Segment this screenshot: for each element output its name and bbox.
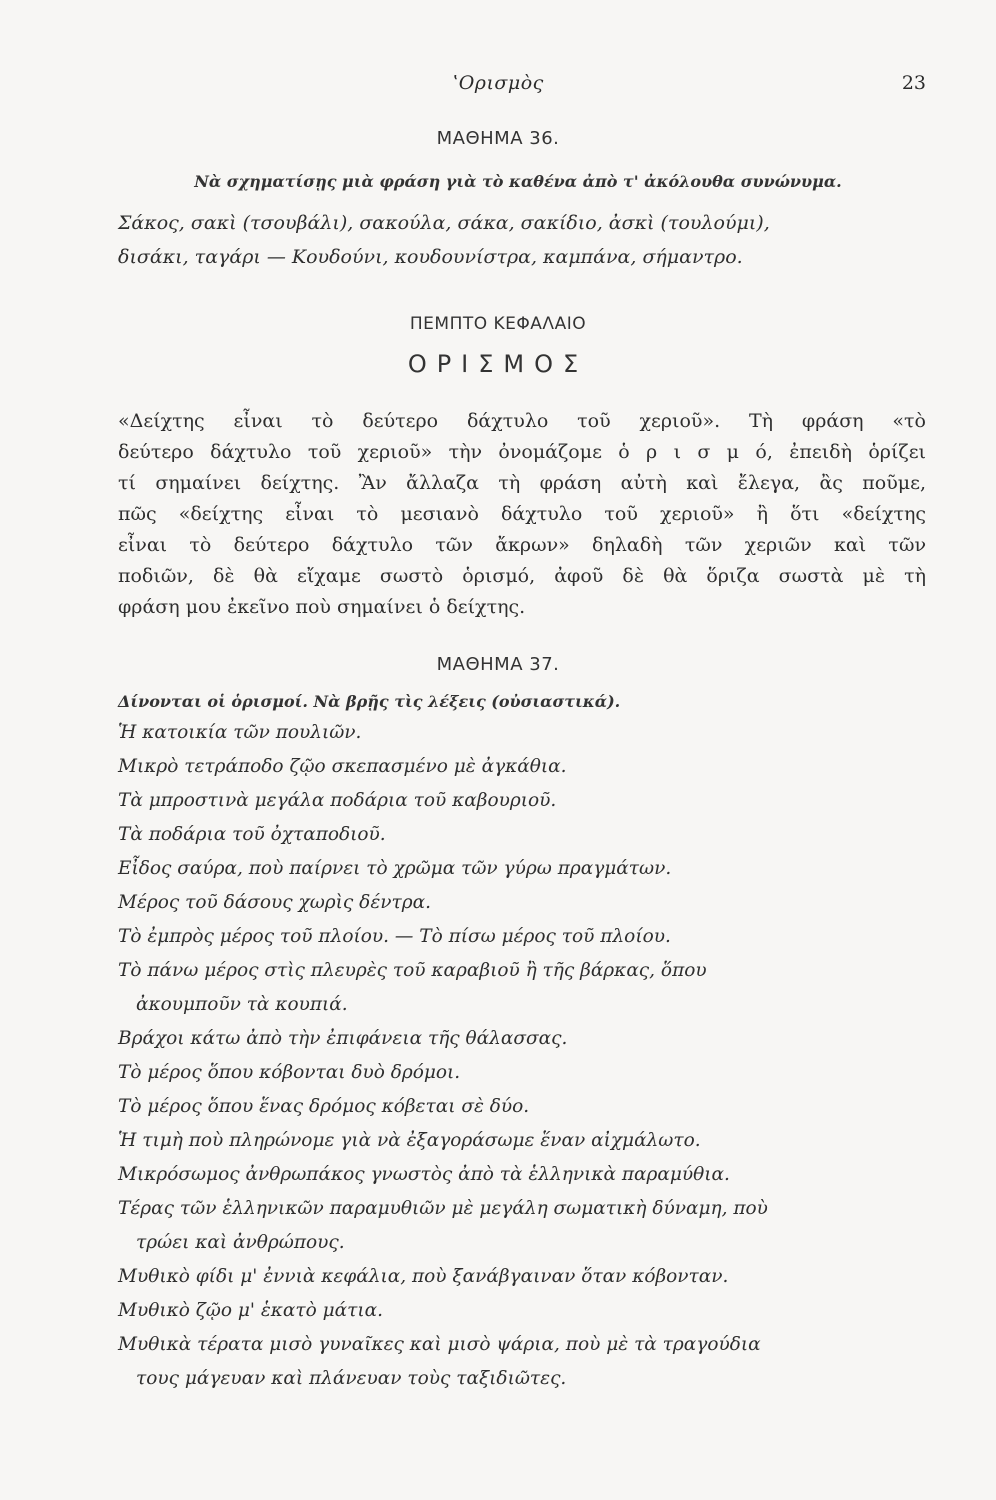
list-item: Ἡ κατοικία τῶν πουλιῶν. [118,722,362,743]
list-item-continuation: τρώει καὶ ἀνθρώπους. [136,1232,345,1253]
chapter-label: ΠΕΜΠΤΟ ΚΕΦΑΛΑΙΟ [409,314,587,334]
list-item: Τέρας τῶν ἑλληνικῶν παραμυθιῶν μὲ μεγάλη σωματικὴ δύναμη, ποὺ [118,1198,768,1219]
list-item: Τὰ μπροστινὰ μεγάλα ποδάρια τοῦ καβουριοῦ. [118,790,557,811]
list-item: Ἡ τιμὴ ποὺ πληρώνομε γιὰ νὰ ἐξαγοράσωμε ἕναν αἰχμάλωτο. [118,1130,701,1151]
list-item: Μυθικὸ ζῷο μ' ἑκατὸ μάτια. [118,1300,384,1321]
definitions-list [118,716,930,1396]
paragraph-line: «Δείχτης εἶναι τὸ δεύτερο δάχτυλο τοῦ χεριοῦ». Τὴ φράση «τὸ [118,410,926,432]
list-item: Μυθικὸ φίδι μ' ἐννιὰ κεφάλια, ποὺ ξανάβγαιναν ὅταν κόβονταν. [118,1266,729,1287]
list-item: Μικρὸ τετράποδο ζῷο σκεπασμένο μὲ ἀγκάθια. [118,756,567,777]
list-item: Βράχοι κάτω ἀπὸ τὴν ἐπιφάνεια τῆς θάλασσας. [118,1028,568,1049]
lesson-37-title: ΜΑΘΗΜΑ 37. [436,654,560,675]
list-item: Τὸ πάνω μέρος στὶς πλευρὲς τοῦ καραβιοῦ ἢ τῆς βάρκας, ὅπου [118,960,707,981]
lesson-36-words-line-1: Σάκος, σακὶ (τσουβάλι), σακούλα, σάκα, σακίδιο, ἀσκὶ (τουλούμι), [118,212,770,234]
paragraph-line: πῶς «δείχτης εἶναι τὸ μεσιανὸ δάχτυλο τοῦ χεριοῦ» ἢ ὅτι «δείχτης [118,503,926,525]
list-item: Τὸ ἐμπρὸς μέρος τοῦ πλοίου. — Τὸ πίσω μέρος τοῦ πλοίου. [118,926,671,947]
chapter-title: ΟΡΙΣΜΟΣ [407,350,589,378]
definition-paragraph [118,406,926,623]
paragraph-line: δεύτερο δάχτυλο τοῦ χεριοῦ» τὴν ὀνομάζομε ὁ ρ ι σ μ ό, ἐπειδὴ ὁρίζει [118,441,926,463]
lesson-36-words-line-2: δισάκι, ταγάρι — Κουδούνι, κουδουνίστρα, καμπάνα, σήμαντρο. [118,246,743,268]
list-item: Τὸ μέρος ὅπου ἕνας δρόμος κόβεται σὲ δύο. [118,1096,530,1117]
list-item-continuation: ἀκουμποῦν τὰ κουπιά. [136,994,348,1015]
list-item: Μέρος τοῦ δάσους χωρὶς δέντρα. [118,892,431,913]
lesson-36-title: ΜΑΘΗΜΑ 36. [436,128,560,149]
page-number: 23 [901,72,926,94]
list-item: Μυθικὰ τέρατα μισὸ γυναῖκες καὶ μισὸ ψάρια, ποὺ μὲ τὰ τραγούδια [118,1334,761,1355]
lesson-37-instruction: Δίνονται οἱ ὁρισμοί. Νὰ βρῇς τὶς λέξεις (οὐσιαστικά). [118,692,621,711]
list-item: Τὰ ποδάρια τοῦ ὀχταποδιοῦ. [118,824,386,845]
paragraph-line: ποδιῶν, δὲ θὰ εἴχαμε σωστὸ ὁρισμό, ἀφοῦ δὲ θὰ ὅριζα σωστὰ μὲ τὴ [118,565,926,587]
list-item: Μικρόσωμος ἀνθρωπάκος γνωστὸς ἀπὸ τὰ ἑλληνικὰ παραμύθια. [118,1164,730,1185]
list-item: Τὸ μέρος ὅπου κόβονται δυὸ δρόμοι. [118,1062,461,1083]
paragraph-line: εἶναι τὸ δεύτερο δάχτυλο τῶν ἄκρων» δηλαδὴ τῶν χεριῶν καὶ τῶν [118,534,926,556]
list-item-continuation: τους μάγευαν καὶ πλάνευαν τοὺς ταξιδιῶτες. [136,1368,567,1389]
list-item: Εἶδος σαύρα, ποὺ παίρνει τὸ χρῶμα τῶν γύρω πραγμάτων. [118,858,672,879]
running-head: ʽΟρισμὸς [452,72,544,94]
paragraph-line: τί σημαίνει δείχτης. Ἂν ἄλλαζα τὴ φράση αὐτὴ καὶ ἔλεγα, ἂς ποῦμε, [118,472,926,494]
paragraph-line: φράση μου ἐκεῖνο ποὺ σημαίνει ὁ δείχτης. [118,596,526,618]
lesson-36-instruction: Νὰ σχηματίσῃς μιὰ φράση γιὰ τὸ καθένα ἀπὸ τ' ἀκόλουθα συνώνυμα. [194,172,842,191]
